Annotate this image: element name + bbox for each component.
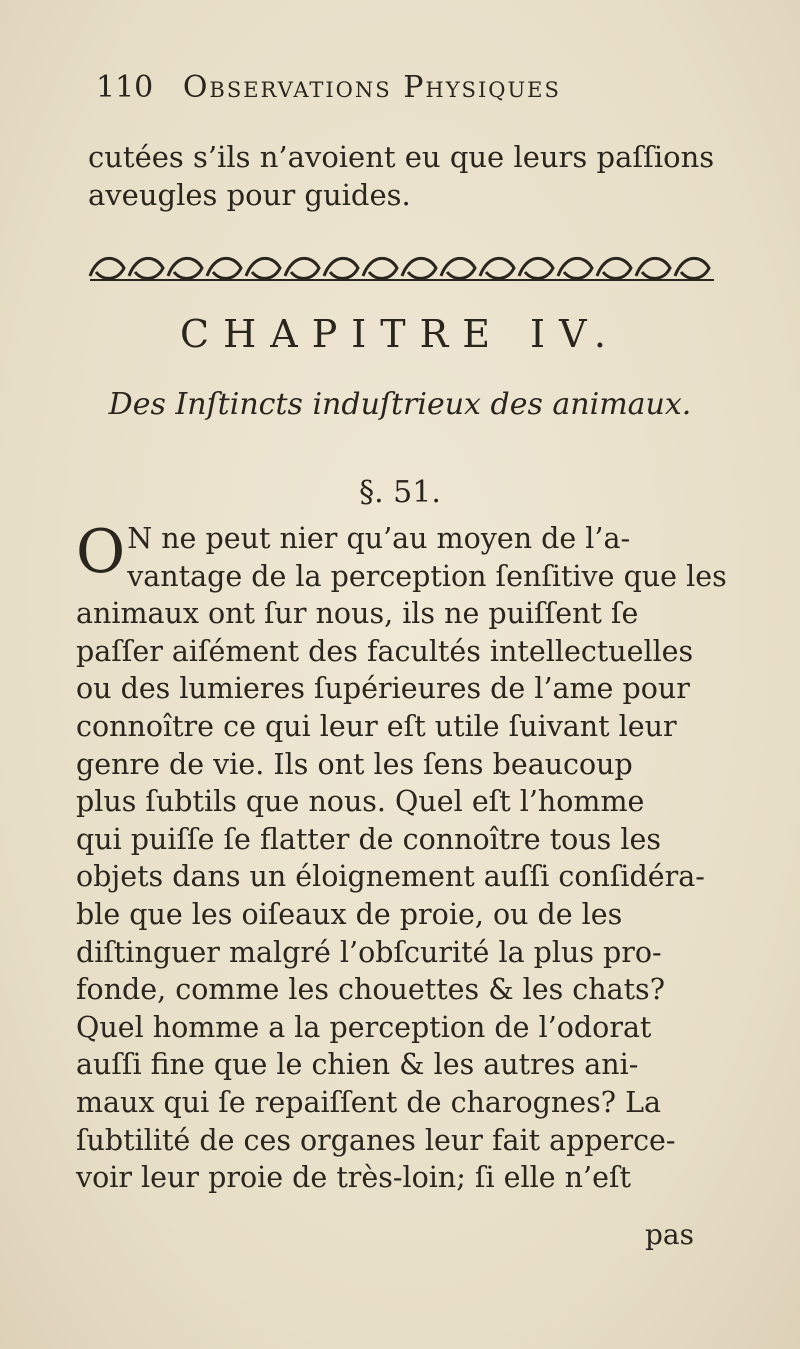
ornament-loop (90, 258, 124, 278)
section-number: §. 51. (359, 475, 441, 510)
drop-cap: O (76, 517, 126, 587)
body-line: ou des lumieres ſupérieures de l’ame pour (76, 672, 690, 706)
catchword: pas (645, 1218, 694, 1251)
body-text (76, 517, 727, 1197)
intro-line-1: cutées s’ils n’avoient eu que leurs paſſions (88, 140, 715, 174)
ornament-loop (129, 258, 163, 278)
body-line: N ne peut nier qu’au moyen de l’a- (127, 522, 631, 555)
ornament-loop (285, 258, 319, 278)
body-line: Quel homme a la perception de l’odorat (76, 1010, 652, 1044)
running-title: Observations Physiques (182, 70, 561, 105)
body-line: fonde, comme les chouettes & les chats? (76, 973, 665, 1007)
body-line: vantage de la perception ſenſitive que les (127, 559, 727, 593)
body-line: ſubtilité de ces organes leur fait apperce- (76, 1123, 676, 1157)
decorative-border-ornament (86, 246, 718, 290)
ornament-loop (168, 258, 202, 278)
body-line: objets dans un éloignement auſſi conſidéra- (76, 860, 705, 894)
ornament-loop (363, 258, 397, 278)
ornament-loop (675, 258, 709, 278)
body-line: animaux ont ſur nous, ils ne puiſſent ſe (76, 597, 639, 631)
running-header (96, 70, 696, 105)
body-line: auſſi fine que le chien & les autres ani- (76, 1048, 639, 1082)
ornament-loop (636, 258, 670, 278)
body-line: connoître ce qui leur eſt utile ſuivant leur (76, 709, 677, 743)
chapter-title: CHAPITRE IV. (180, 312, 620, 356)
ornament-loop (246, 258, 280, 278)
ornament-loop (324, 258, 358, 278)
ornament-loop (558, 258, 592, 278)
ornament-loop (207, 258, 241, 278)
body-line: voir leur proie de très-loin; ſi elle n’eſt (76, 1161, 631, 1195)
chapter-subtitle: Des Inſtincts induſtrieux des animaux. (108, 387, 692, 422)
intro-line-2: aveugles pour guides. (88, 178, 411, 212)
body-line: paſſer aiſément des facultés intellectuelles (76, 634, 694, 668)
body-line: plus ſubtils que nous. Quel eſt l’homme (76, 785, 645, 819)
ornament-loop (441, 258, 475, 278)
body-line: ble que les oiſeaux de proie, ou de les (76, 897, 623, 931)
body-line: maux qui ſe repaiſſent de charognes? La (76, 1085, 662, 1119)
body-line: qui puiſſe ſe flatter de connoître tous les (76, 822, 661, 856)
ornament-loop (519, 258, 553, 278)
ornament-loop (402, 258, 436, 278)
body-line: genre de vie. Ils ont les ſens beaucoup (76, 747, 633, 781)
ornament-loop (597, 258, 631, 278)
page-number: 110 (96, 70, 154, 105)
body-line: diſtinguer malgré l’obſcurité la plus pro- (76, 935, 662, 969)
ornament-loop (480, 258, 514, 278)
